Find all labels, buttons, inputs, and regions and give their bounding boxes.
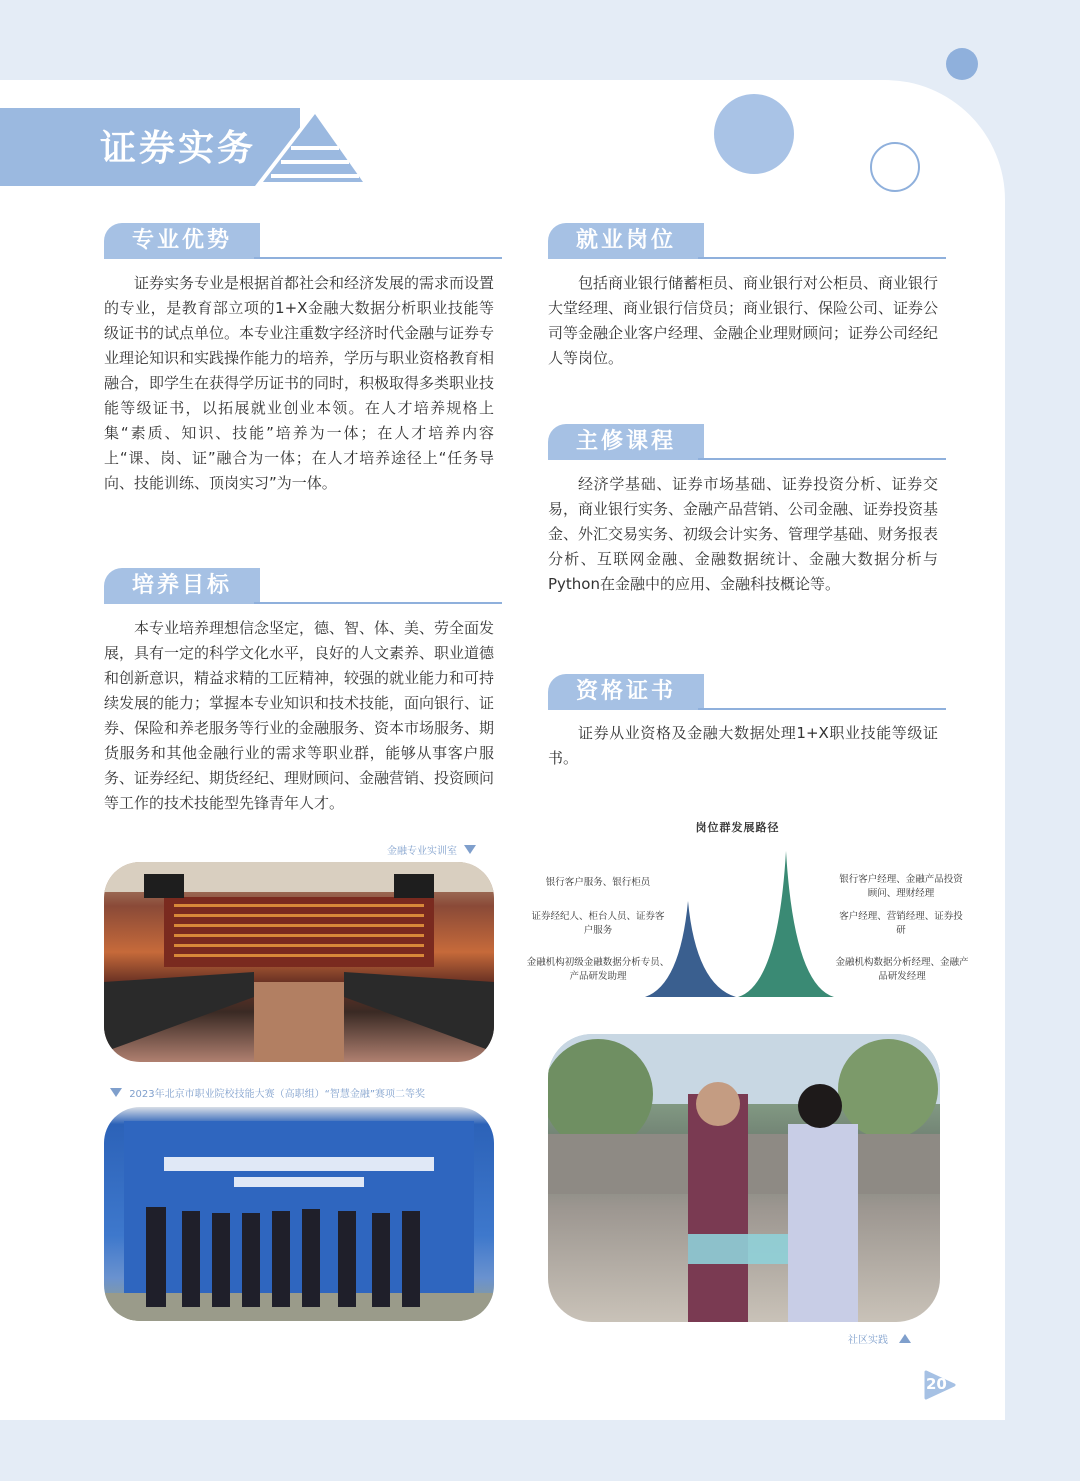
chart-title: 岗位群发展路径 (695, 821, 780, 834)
caption-text: 2023年北京市职业院校技能大赛（高职组）“智慧金融”赛项二等奖 (129, 1089, 425, 1100)
caption-training-room (387, 842, 476, 857)
section-title: 培养目标 (104, 568, 260, 604)
goal-text: 本专业培养理想信念坚定，德、智、体、美、劳全面发展，具有一定的科学文化水平，良好的人文素养、职业道德和创新意识，精益求精的工匠精神，较强的就业能力和可持续发展的能力；掌握本专业知识和技术技能，面向银行、证券、保险和养老服务等行业的金融服务、资本市场服务、期货服务和其他金融行业的需求等职业群，能够从事客户服务、证券经纪、期货经纪、理财顾问、金融营销、投资顾问等工作的技术技能型先锋青年人才。 (104, 619, 495, 812)
section-divider (254, 257, 502, 259)
triangle-down-icon (464, 845, 476, 854)
section-title: 专业优势 (104, 223, 260, 259)
section-header-advantage (104, 223, 502, 259)
decor-circle-small (946, 48, 978, 80)
photo-community-practice (548, 1034, 940, 1322)
section-header-courses (548, 424, 946, 460)
section-divider (698, 458, 946, 460)
advantage-text: 证券实务专业是根据首都社会和经济发展的需求而设置的专业，是教育部立项的1+X金融大数据分析职业技能等级证书的试点单位。本专业注重数字经济时代金融与证券专业理论知识和实践操作能力的培养，学历与职业资格教育相融合，即学生在获得学历证书的同时，积极取得多类职业技能等级证书，以拓展就业创业本领。在人才培养规格上集“素质、知识、技能”培养为一体；在人才培养内容上“课、岗、证”融合为一体；在人才培养途径上“任务导向、技能训练、顶岗实习”为一体。 (104, 274, 495, 492)
section-header-goal (104, 568, 502, 604)
triangle-down-icon (110, 1088, 122, 1097)
chart-label-left-1: 银行客户服务、银行柜员 (545, 877, 651, 888)
photo-competition-team (104, 1107, 494, 1321)
page-number: 20 (926, 1375, 947, 1393)
chart-label-right-1: 银行客户经理、金融产品投资顾问、理财经理 (839, 874, 963, 899)
section-divider (254, 602, 502, 604)
section-title: 资格证书 (548, 674, 704, 710)
caption-text: 社区实践 (848, 1335, 888, 1346)
certificates-text: 证券从业资格及金融大数据处理1+X职业技能等级证书。 (548, 724, 938, 767)
section-divider (698, 257, 946, 259)
section-header-jobs (548, 223, 946, 259)
page-title: 证券实务 (100, 127, 257, 169)
decor-circle-outline (870, 142, 920, 192)
section-title: 主修课程 (548, 424, 704, 460)
chart-label-right-2: 客户经理、营销经理、证券投研 (839, 911, 963, 936)
courses-text: 经济学基础、证券市场基础、证券投资分析、证券交易，商业银行实务、金融产品营销、公司金融、证券投资基金、外汇交易实务、初级会计实务、管理学基础、财务报表分析、互联网金融、金融数据统计、金融大数据分析与Python在金融中的应用、金融科技概论等。 (548, 475, 939, 593)
decor-circle-large (714, 94, 794, 174)
chart-label-left-3: 金融机构初级金融数据分析专员、产品研发助理 (526, 957, 670, 982)
jobs-text: 包括商业银行储蓄柜员、商业银行对公柜员、商业银行大堂经理、商业银行信贷员；商业银行、保险公司、证券公司等金融企业客户经理、金融企业理财顾问；证券公司经纪人等岗位。 (548, 274, 939, 367)
section-header-certificates (548, 674, 946, 710)
triangle-up-icon (899, 1334, 911, 1343)
triangle-stripes-icon (255, 108, 373, 188)
caption-competition (110, 1085, 425, 1100)
career-peaks-graphic (640, 845, 840, 1000)
section-title: 就业岗位 (548, 223, 704, 259)
caption-text: 金融专业实训室 (387, 846, 457, 857)
section-divider (698, 708, 946, 710)
photo-training-room (104, 862, 494, 1062)
chart-label-left-2: 证券经纪人、柜台人员、证券客户服务 (531, 911, 665, 936)
chart-label-right-3: 金融机构数据分析经理、金融产品研发经理 (835, 957, 969, 982)
caption-community (848, 1331, 911, 1346)
